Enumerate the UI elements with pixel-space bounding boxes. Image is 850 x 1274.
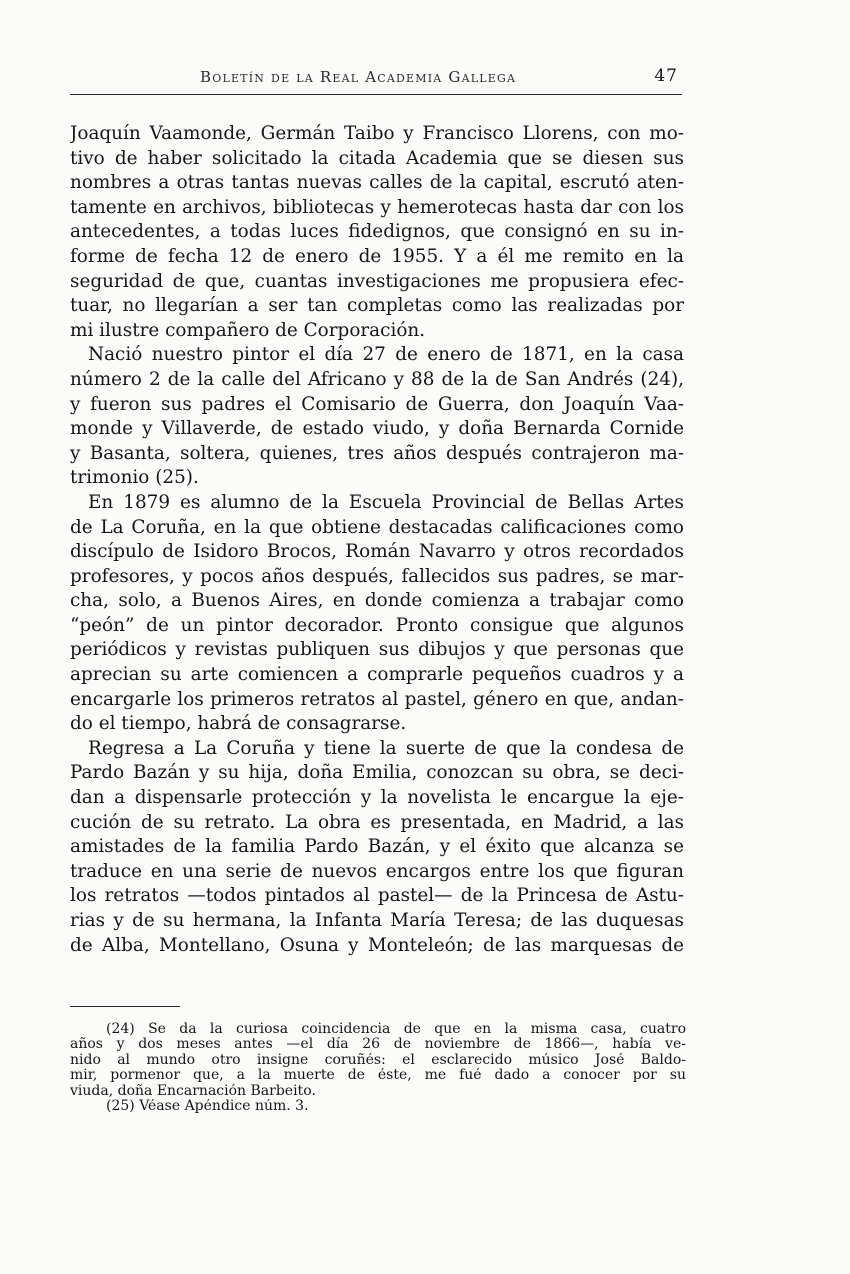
text-line: Joaquín Vaamonde, Germán Taibo y Francisco Llorens, con mo-: [70, 123, 684, 144]
text-line: mi ilustre compañero de Corporación.: [70, 319, 426, 341]
text-line: seguridad de que, cuantas investigaciones me propusiera efec-: [70, 270, 684, 292]
text-line: de Alba, Montellano, Osuna y Monteleón; de las marquesas de: [70, 934, 684, 956]
text-line: forme de fecha 12 de enero de 1955. Y a él me remito en la: [70, 245, 684, 267]
journal-title: Boletín de la Real Academia Gallega: [200, 68, 517, 86]
text-line: periódicos y revistas publiquen sus dibujos y que personas que: [70, 639, 684, 661]
text-line: monde y Villaverde, de estado viudo, y doña Bernarda Cornide: [70, 418, 684, 440]
footnotes: [70, 1022, 686, 1114]
text-line: tamente en archivos, bibliotecas y hemerotecas hasta dar con los: [70, 196, 684, 218]
text-line: do el tiempo, habrá de consagrarse.: [70, 713, 407, 735]
text-line: aprecian su arte comiencen a comprarle pequeños cuadros y a: [70, 664, 684, 686]
text-line: cha, solo, a Buenos Aires, en donde comienza a trabajar como: [70, 590, 684, 612]
text-line: y Basanta, soltera, quienes, tres años después contrajeron ma-: [70, 442, 684, 464]
text-line: los retratos —todos pintados al pastel— de la Princesa de Astu-: [70, 885, 684, 907]
text-line: y fueron sus padres el Comisario de Guerra, don Joaquín Vaa-: [70, 393, 684, 415]
paragraph: [70, 122, 684, 343]
text-line: nombres a otras tantas nuevas calles de la capital, escrutó aten-: [70, 172, 684, 194]
text-line: Pardo Bazán y su hija, doña Emilia, conozcan su obra, se deci-: [70, 762, 684, 784]
text-line: encargarle los primeros retratos al pastel, género en que, andan-: [70, 688, 684, 710]
paragraph: [70, 343, 684, 491]
text-line: Nació nuestro pintor el día 27 de enero de 1871, en la casa: [88, 344, 684, 366]
text-line: tuar, no llegarían a ser tan completas como las realizadas por: [70, 295, 684, 317]
footnote-rule: [70, 1006, 180, 1007]
text-line: dan a dispensarle protección y la novelista le encargue la eje-: [70, 787, 684, 809]
text-line: trimonio (25).: [70, 467, 199, 489]
text-line: de La Coruña, en la que obtiene destacadas calificaciones como: [70, 516, 684, 538]
footnote-25: [70, 1099, 686, 1114]
paragraph: [70, 737, 684, 958]
text-line: antecedentes, a todas luces fidedignos, que consignó en su in-: [70, 221, 684, 243]
running-header: [70, 64, 680, 90]
text-line: amistades de la familia Pardo Bazán, y el éxito que alcanza se: [70, 836, 684, 858]
footnote-line: mir, pormenor que, a la muerte de éste, me fué dado a conocer por su: [70, 1068, 686, 1084]
text-line: traduce en una serie de nuevos encargos entre los que figuran: [70, 860, 684, 882]
footnote-line: años y dos meses antes —el día 26 de noviembre de 1866—, había ve-: [70, 1037, 686, 1053]
text-line: “peón” de un pintor decorador. Pronto consigue que algunos: [70, 614, 684, 636]
text-line: cución de su retrato. La obra es presentada, en Madrid, a las: [70, 811, 684, 833]
footnote-line: (24) Se da la curiosa coincidencia de que en la misma casa, cuatro: [106, 1022, 686, 1037]
text-line: profesores, y pocos años después, fallecidos sus padres, se mar-: [70, 565, 684, 587]
footnote-24: [70, 1022, 686, 1099]
text-line: Regresa a La Coruña y tiene la suerte de que la condesa de: [88, 737, 684, 759]
body-text: [70, 122, 684, 958]
text-line: En 1879 es alumno de la Escuela Provincial de Bellas Artes: [88, 491, 684, 513]
footnote-line: (25) Véase Apéndice núm. 3.: [106, 1098, 309, 1114]
footnote-line: viuda, doña Encarnación Barbeito.: [70, 1083, 316, 1099]
paragraph: [70, 491, 684, 737]
text-line: número 2 de la calle del Africano y 88 de la de San Andrés (24),: [70, 368, 684, 390]
text-line: discípulo de Isidoro Brocos, Román Navarro y otros recordados: [70, 541, 684, 563]
header-rule: [70, 94, 682, 95]
page-number: 47: [654, 66, 678, 86]
text-line: tivo de haber solicitado la citada Academia que se diesen sus: [70, 147, 684, 169]
footnote-line: nido al mundo otro insigne coruñés: el esclarecido músico José Baldo-: [70, 1052, 686, 1068]
text-line: rias y de su hermana, la Infanta María Teresa; de las duquesas: [70, 910, 684, 931]
